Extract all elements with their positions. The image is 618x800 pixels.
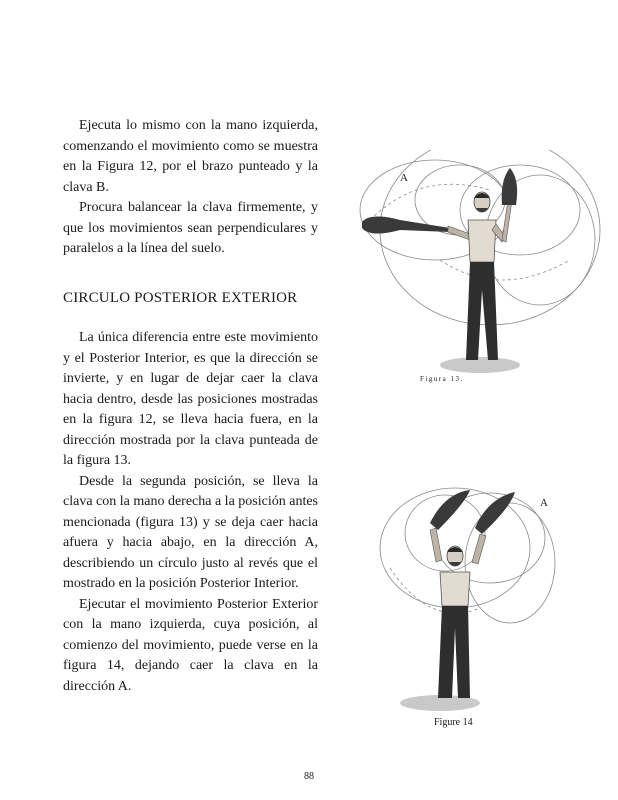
figure-14-drawing: [370, 478, 590, 716]
page-number: 88: [304, 771, 314, 782]
text-block-top: [63, 116, 318, 260]
paragraph: Procura balancear la clava firmemente, y que los movimientos sean perpendiculares y paralelos a la línea del suelo.: [63, 200, 318, 256]
figure-14-illustration: [370, 478, 590, 716]
paragraph: Desde la segunda posición, se lleva la clava con la mano derecha a la posición antes mencionada (figura 13) y se deja caer hacia afuera y hacia abajo, en la dirección A, describiendo un círculo justo al revés que el mostrado en la posición Posterior Interior.: [63, 473, 318, 591]
figure-14-caption: Figure 14: [434, 717, 473, 728]
text-block-bottom: [63, 328, 318, 697]
figure-13-caption: Figura 13.: [420, 375, 464, 383]
figure-14-label-a: A: [540, 497, 548, 509]
section-heading: CIRCULO POSTERIOR EXTERIOR: [63, 290, 298, 306]
figure-13-drawing: [340, 150, 610, 375]
paragraph: Ejecuta lo mismo con la mano izquierda, comenzando el movimiento como se muestra en la Figura 12, por el brazo punteado y la clava B.: [63, 118, 318, 195]
paragraph: La única diferencia entre este movimiento y el Posterior Interior, es que la dirección se invierte, y en lugar de dejar caer la clava hacia dentro, desde las posiciones mostradas en la figura 12, se lleva hacia fuera, en la dirección mostrada por la clava punteada de la figura 13.: [63, 330, 318, 468]
figure-13-illustration: [340, 150, 610, 375]
paragraph: Ejecutar el movimiento Posterior Exterior con la mano izquierda, cuya posición, al comienzo del movimiento, puede verse en la figura 14, dejando caer la clava en la dirección A.: [63, 596, 318, 694]
figure-13-label-a: A: [400, 172, 408, 184]
